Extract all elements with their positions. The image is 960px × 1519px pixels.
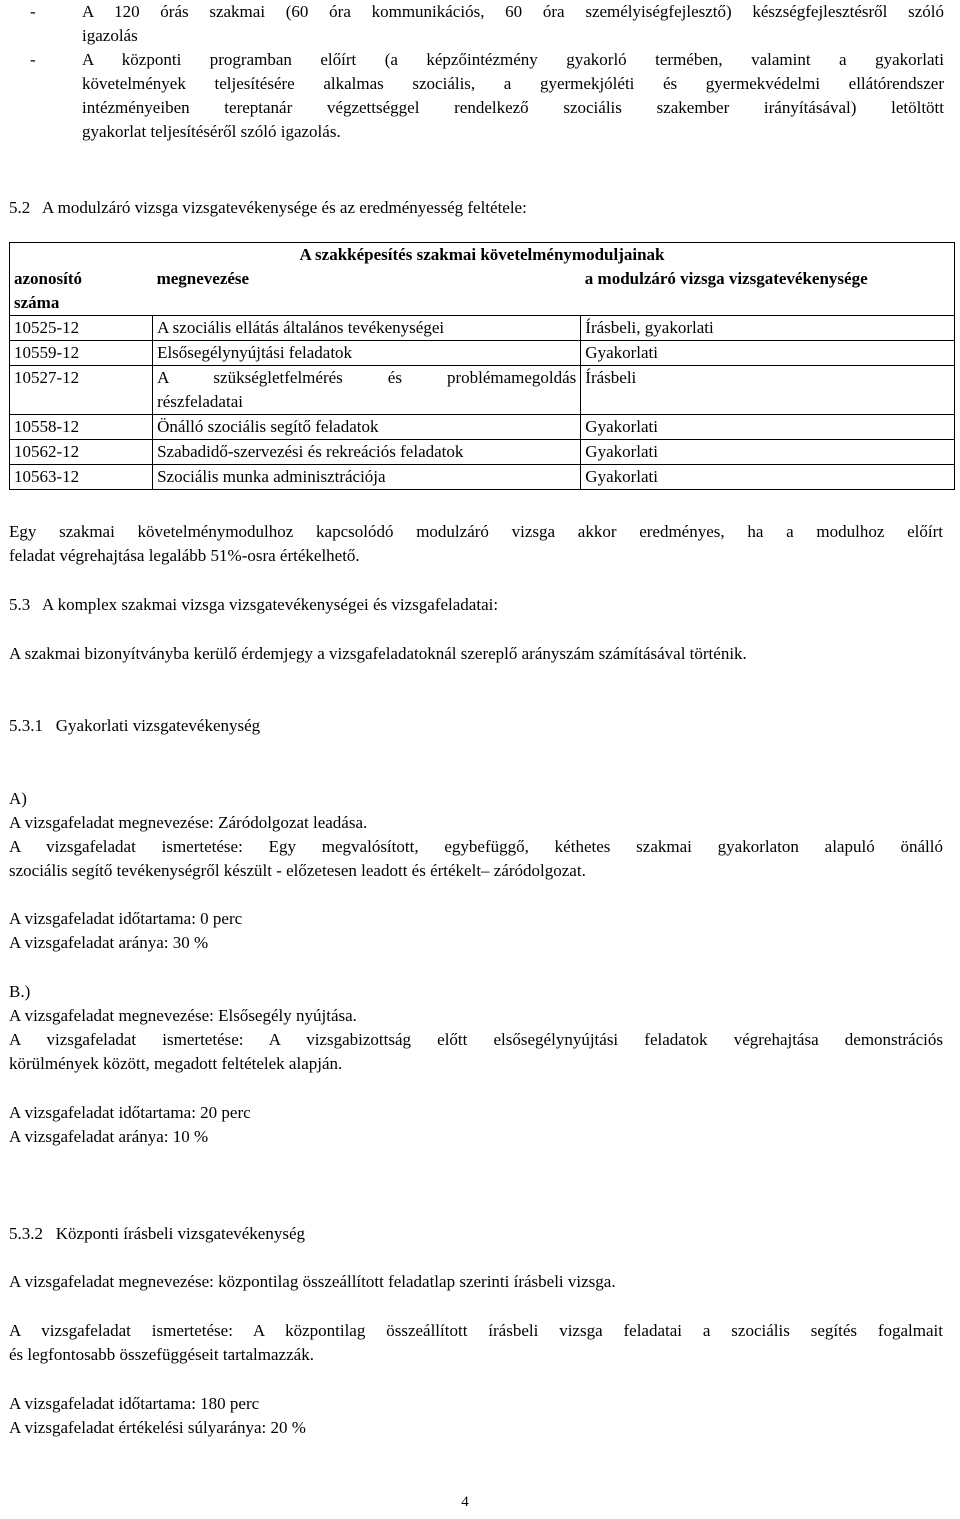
written-task-desc bbox=[9, 1319, 943, 1367]
col-header-id-line1: azonosító bbox=[14, 269, 82, 288]
note-line: Egy szakmai követelménymodulhoz kapcsolódó modulzáró vizsga akkor eredményes, ha a modulhoz előírt bbox=[9, 522, 943, 541]
task-desc-line: A vizsgafeladat ismertetése: A központilag összeállított írásbeli vizsga feladatai a szociális segítés fogalmait bbox=[9, 1321, 943, 1340]
module-id: 10563-12 bbox=[10, 465, 153, 490]
table-header-row bbox=[10, 243, 955, 268]
task-duration: A vizsgafeladat időtartama: 0 perc bbox=[9, 909, 243, 928]
section-5-3-intro: A szakmai bizonyítványba kerülő érdemjegy a vizsgafeladatoknál szereplő arányszám számításával történik. bbox=[9, 644, 747, 663]
written-task-name: A vizsgafeladat megnevezése: központilag összeállított feladatlap szerinti írásbeli vizsga. bbox=[9, 1272, 616, 1291]
module-id: 10527-12 bbox=[10, 366, 153, 415]
task-weight: A vizsgafeladat aránya: 30 % bbox=[9, 933, 209, 952]
bullet-text-line: intézményeiben tereptanár végzettséggel rendelkező szociális szakember irányításával) letöltött bbox=[82, 98, 944, 117]
modules-table bbox=[9, 242, 955, 490]
section-heading-5-2: 5.2 A modulzáró vizsga vizsgatevékenysége és az eredményesség feltétele: bbox=[9, 198, 527, 217]
task-name: A vizsgafeladat megnevezése: Elsősegély nyújtása. bbox=[9, 1006, 357, 1025]
task-a bbox=[9, 787, 943, 883]
task-desc-line: körülmények között, megadott feltételek alapján. bbox=[9, 1054, 343, 1073]
task-desc-line: A vizsgafeladat ismertetése: Egy megvalósított, egybefüggő, kéthetes szakmai gyakorlaton alapuló önálló bbox=[9, 837, 943, 856]
task-name: A vizsgafeladat megnevezése: Záródolgozat leadása. bbox=[9, 813, 368, 832]
module-id: 10525-12 bbox=[10, 316, 153, 341]
table-title: A szakképesítés szakmai követelménymoduljainak bbox=[10, 243, 955, 268]
table-row bbox=[10, 415, 955, 440]
written-task-meta bbox=[9, 1392, 943, 1440]
module-name: Önálló szociális segítő feladatok bbox=[153, 415, 581, 440]
task-b bbox=[9, 980, 943, 1076]
table-row bbox=[10, 440, 955, 465]
module-id: 10559-12 bbox=[10, 341, 153, 366]
col-header-name: megnevezése bbox=[153, 267, 581, 316]
table-row bbox=[10, 465, 955, 490]
bullet-item bbox=[30, 48, 945, 144]
task-b-meta bbox=[9, 1101, 943, 1149]
task-duration: A vizsgafeladat időtartama: 180 perc bbox=[9, 1394, 260, 1413]
module-name-line1: A szükségletfelmérés és problémamegoldás bbox=[157, 368, 577, 387]
task-weight: A vizsgafeladat aránya: 10 % bbox=[9, 1127, 209, 1146]
bullet-text-line: A központi programban előírt (a képzőintézmény gyakorló termében, valamint a gyakorlati bbox=[82, 50, 944, 69]
module-name-line2: részfeladatai bbox=[157, 392, 243, 411]
bullet-item bbox=[30, 0, 945, 48]
module-name: Szabadidő-szervezési és rekreációs feladatok bbox=[153, 440, 581, 465]
task-duration: A vizsgafeladat időtartama: 20 perc bbox=[9, 1103, 251, 1122]
module-exam: Gyakorlati bbox=[581, 415, 955, 440]
bullet-dash: - bbox=[30, 2, 36, 21]
module-name: A szociális ellátás általános tevékenységei bbox=[153, 316, 581, 341]
bullet-text-line: követelmények teljesítésére alkalmas szociális, a gyermekjóléti és gyermekvédelmi ellátórendszer bbox=[82, 74, 944, 93]
task-weight: A vizsgafeladat értékelési súlyaránya: 20 % bbox=[9, 1418, 306, 1437]
section-heading-5-3-2: 5.3.2 Központi írásbeli vizsgatevékenység bbox=[9, 1224, 306, 1243]
module-pass-note bbox=[9, 520, 943, 568]
section-heading-5-3: 5.3 A komplex szakmai vizsga vizsgatevékenységei és vizsgafeladatai: bbox=[9, 595, 499, 614]
table-row bbox=[10, 341, 955, 366]
task-desc-line: A vizsgafeladat ismertetése: A vizsgabizottság előtt elsősegélynyújtási feladatok végrehajtása demonstrációs bbox=[9, 1030, 943, 1049]
note-line: feladat végrehajtása legalább 51%-osra értékelhető. bbox=[9, 546, 360, 565]
bullet-dash: - bbox=[30, 50, 36, 69]
module-id: 10562-12 bbox=[10, 440, 153, 465]
task-desc-line: szociális segítő tevékenységről készült - előzetesen leadott és értékelt– záródolgozat. bbox=[9, 861, 586, 880]
bullet-text-line: A 120 órás szakmai (60 óra kommunikációs, 60 óra személyiségfejlesztő) készségfejlesztésről szóló bbox=[82, 2, 944, 21]
col-header-id-line2: száma bbox=[14, 293, 60, 312]
module-exam: Írásbeli bbox=[581, 366, 955, 415]
module-name bbox=[153, 366, 581, 415]
task-label: B.) bbox=[9, 982, 31, 1001]
page-number: 4 bbox=[461, 1494, 469, 1510]
task-desc-line: és legfontosabb összefüggéseit tartalmazzák. bbox=[9, 1345, 314, 1364]
module-id: 10558-12 bbox=[10, 415, 153, 440]
table-row bbox=[10, 316, 955, 341]
module-name: Elsősegélynyújtási feladatok bbox=[153, 341, 581, 366]
module-exam: Gyakorlati bbox=[581, 341, 955, 366]
module-exam: Írásbeli, gyakorlati bbox=[581, 316, 955, 341]
module-name: Szociális munka adminisztrációja bbox=[153, 465, 581, 490]
task-label: A) bbox=[9, 789, 27, 808]
col-header-exam: a modulzáró vizsga vizsgatevékenysége bbox=[581, 267, 955, 316]
task-a-meta bbox=[9, 907, 943, 955]
bullet-text-line: igazolás bbox=[82, 26, 138, 45]
module-exam: Gyakorlati bbox=[581, 440, 955, 465]
bullet-text-line: gyakorlat teljesítéséről szóló igazolás. bbox=[82, 122, 341, 141]
table-row bbox=[10, 366, 955, 415]
table-header-row bbox=[10, 267, 955, 316]
col-header-id bbox=[10, 267, 153, 316]
module-exam: Gyakorlati bbox=[581, 465, 955, 490]
section-heading-5-3-1: 5.3.1 Gyakorlati vizsgatevékenység bbox=[9, 716, 261, 735]
